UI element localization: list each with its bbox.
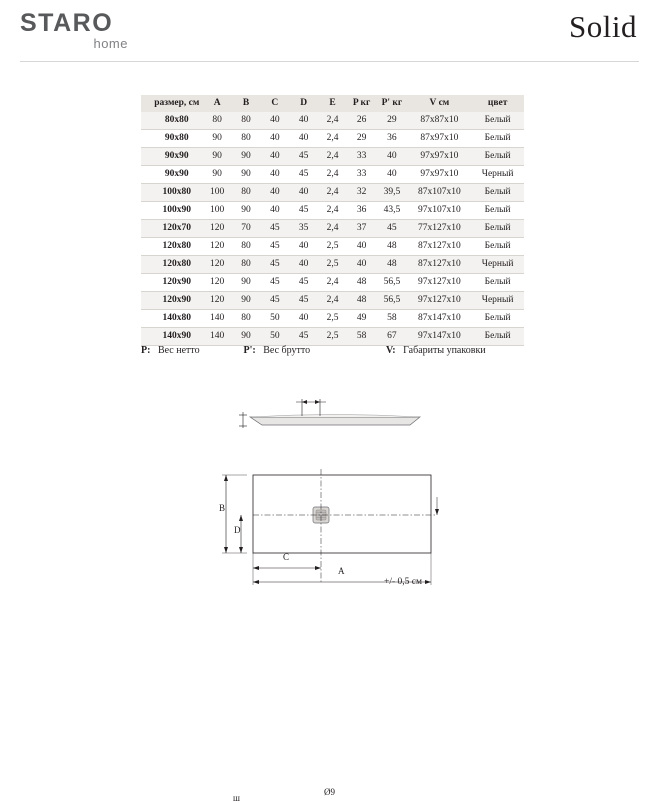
table-cell: 33 xyxy=(356,151,367,161)
page-title: Solid xyxy=(569,9,637,44)
table-cell: 40 xyxy=(270,187,280,197)
table-cell: 97x97x10 xyxy=(420,169,459,179)
table-cell: 39,5 xyxy=(383,187,401,197)
table-cell: 120 xyxy=(210,223,225,233)
table-cell: 26 xyxy=(356,115,367,125)
table-cell: 29 xyxy=(356,133,367,143)
table-cell: Черный xyxy=(481,259,514,269)
table-cell: 48 xyxy=(356,277,367,287)
table-cell: 2,5 xyxy=(326,259,339,269)
table-cell: 90x90 xyxy=(164,169,189,179)
label-c: C xyxy=(283,552,290,562)
table-cell: 2,4 xyxy=(326,277,339,287)
logo-subtext: home xyxy=(93,36,128,51)
table-cell: 100x80 xyxy=(162,187,192,197)
legend-key-v: V: xyxy=(386,345,396,356)
table-cell: 29 xyxy=(387,115,397,125)
table-cell: 80 xyxy=(241,133,251,143)
table-row xyxy=(141,328,524,346)
table-cell: 87x87x10 xyxy=(420,115,459,125)
col-header-p-gross: P' кг xyxy=(376,95,407,112)
table-cell: Белый xyxy=(484,187,511,197)
side-section-drawing xyxy=(0,385,659,455)
table-cell: Черный xyxy=(481,295,514,305)
table-cell: 45 xyxy=(270,241,280,251)
legend-key-pp: P': xyxy=(243,345,256,356)
table-cell: 80 xyxy=(241,241,251,251)
spec-table-head xyxy=(141,95,524,112)
table-cell: 45 xyxy=(298,331,309,341)
table-row xyxy=(141,202,524,220)
table-cell: 90 xyxy=(241,295,251,305)
table-cell: 2,4 xyxy=(326,205,339,215)
spec-table-container xyxy=(141,95,524,346)
table-cell: Белый xyxy=(484,223,511,233)
table-cell: 80 xyxy=(241,187,251,197)
table-cell: 120x90 xyxy=(162,277,192,287)
table-cell: 140x90 xyxy=(162,331,192,341)
tolerance-note: +/- 0,5 см xyxy=(384,577,423,587)
table-cell: 2,4 xyxy=(326,115,339,125)
table-cell: 80 xyxy=(241,259,251,269)
table-cell: 43,5 xyxy=(383,205,401,215)
table-cell: 40 xyxy=(270,169,280,179)
plan-view-drawing xyxy=(0,455,659,595)
table-cell: 40 xyxy=(387,169,397,179)
page-header xyxy=(0,0,659,62)
table-cell: 140 xyxy=(210,313,225,323)
table-cell: Белый xyxy=(484,115,511,125)
col-header-a: A xyxy=(203,95,232,112)
table-cell: 40 xyxy=(270,151,280,161)
table-cell: 87x147x10 xyxy=(418,313,461,323)
table-cell: 2,4 xyxy=(326,187,339,197)
legend-text-pp: Вес брутто xyxy=(263,345,311,356)
table-cell: 45 xyxy=(298,151,309,161)
legend-key-p: P: xyxy=(141,345,151,356)
table-cell: 36 xyxy=(356,205,367,215)
table-cell: 140 xyxy=(210,331,225,341)
table-cell: 56,5 xyxy=(383,295,401,305)
table-cell: 40 xyxy=(270,133,280,143)
table-row xyxy=(141,112,524,130)
table-cell: 2,4 xyxy=(326,133,339,143)
table-cell: 90 xyxy=(212,133,222,143)
table-cell: 80 xyxy=(241,115,251,125)
legend-text-p: Вес нетто xyxy=(157,345,200,356)
table-cell: 90 xyxy=(241,151,251,161)
table-cell: 58 xyxy=(356,331,367,341)
table-cell: 87x127x10 xyxy=(418,259,461,269)
table-cell: 45 xyxy=(298,277,309,287)
table-row xyxy=(141,292,524,310)
table-cell: 45 xyxy=(298,205,309,215)
table-cell: 120 xyxy=(210,295,225,305)
table-cell: 100 xyxy=(210,187,225,197)
table-cell: Белый xyxy=(484,331,511,341)
table-cell: 45 xyxy=(270,223,280,233)
table-cell: 120 xyxy=(210,277,225,287)
label-a: A xyxy=(338,566,345,576)
table-cell: 90 xyxy=(241,277,251,287)
table-cell: Белый xyxy=(484,241,511,251)
table-cell: Белый xyxy=(484,205,511,215)
table-cell: 90 xyxy=(212,151,222,161)
table-cell: 77x127x10 xyxy=(418,223,461,233)
label-thickness: ш xyxy=(233,793,240,803)
table-cell: 45 xyxy=(270,277,280,287)
table-cell: 97x107x10 xyxy=(418,205,461,215)
table-row xyxy=(141,256,524,274)
legend-text-v: Габариты упаковки xyxy=(403,345,486,356)
table-cell: 87x107x10 xyxy=(418,187,461,197)
spec-table-body xyxy=(141,112,524,346)
table-cell: 100 xyxy=(210,205,225,215)
label-d: D xyxy=(234,525,241,535)
table-row xyxy=(141,220,524,238)
col-header-color: цвет xyxy=(471,95,524,112)
table-cell: 58 xyxy=(387,313,397,323)
logo-wordmark: STARO xyxy=(20,9,114,37)
technical-drawings xyxy=(0,385,659,803)
table-row xyxy=(141,238,524,256)
table-cell: 80x80 xyxy=(164,115,189,125)
table-cell: 97x127x10 xyxy=(418,295,461,305)
table-cell: 40 xyxy=(356,241,367,251)
table-cell: Белый xyxy=(484,133,511,143)
table-cell: 2,5 xyxy=(326,331,339,341)
table-cell: Белый xyxy=(484,313,511,323)
legend-item-net-weight xyxy=(141,345,241,356)
table-row xyxy=(141,310,524,328)
table-cell: 35 xyxy=(298,223,309,233)
table-cell: 87x127x10 xyxy=(418,241,461,251)
table-row xyxy=(141,148,524,166)
table-cell: 56,5 xyxy=(383,277,401,287)
table-cell: 120x70 xyxy=(162,223,192,233)
table-cell: 97x97x10 xyxy=(420,151,459,161)
table-cell: 80 xyxy=(212,115,222,125)
table-cell: 120x80 xyxy=(162,259,192,269)
table-cell: 97x127x10 xyxy=(418,277,461,287)
table-cell: 2,4 xyxy=(326,151,339,161)
table-cell: 40 xyxy=(298,259,309,269)
table-cell: 90x90 xyxy=(164,151,189,161)
table-row xyxy=(141,184,524,202)
table-cell: 40 xyxy=(387,151,397,161)
table-cell: 120x90 xyxy=(162,295,192,305)
table-cell: 90 xyxy=(212,169,222,179)
table-cell: 49 xyxy=(356,313,367,323)
table-cell: 45 xyxy=(270,295,280,305)
table-cell: 40 xyxy=(298,241,309,251)
logo xyxy=(20,10,160,51)
table-cell: 2,4 xyxy=(326,295,339,305)
legend-item-package-dims xyxy=(386,345,486,356)
legend xyxy=(141,345,561,356)
table-cell: 48 xyxy=(356,295,367,305)
table-cell: 45 xyxy=(298,295,309,305)
table-cell: 120 xyxy=(210,259,225,269)
table-cell: 90x80 xyxy=(164,133,189,143)
table-cell: 40 xyxy=(298,115,309,125)
col-header-e: E xyxy=(318,95,347,112)
legend-item-gross-weight xyxy=(244,345,384,356)
table-cell: Черный xyxy=(481,169,514,179)
table-cell: 40 xyxy=(298,187,309,197)
spec-table xyxy=(141,95,524,346)
table-row xyxy=(141,274,524,292)
table-cell: 2,5 xyxy=(326,313,339,323)
table-header-row xyxy=(141,95,524,112)
table-cell: 50 xyxy=(270,313,280,323)
table-cell: 80 xyxy=(241,313,251,323)
table-cell: 90 xyxy=(241,169,251,179)
table-cell: 37 xyxy=(356,223,367,233)
table-cell: 120 xyxy=(210,241,225,251)
table-cell: 36 xyxy=(387,133,397,143)
table-cell: 97x147x10 xyxy=(418,331,461,341)
table-cell: 120x80 xyxy=(162,241,192,251)
table-cell: 48 xyxy=(387,241,397,251)
table-cell: 100x90 xyxy=(162,205,192,215)
table-cell: 40 xyxy=(270,205,280,215)
table-cell: 33 xyxy=(356,169,367,179)
table-cell: 90 xyxy=(241,331,251,341)
table-row xyxy=(141,130,524,148)
table-cell: 40 xyxy=(298,133,309,143)
table-cell: 45 xyxy=(387,223,397,233)
table-cell: Белый xyxy=(484,277,511,287)
table-cell: 50 xyxy=(270,331,280,341)
table-cell: 48 xyxy=(387,259,397,269)
table-cell: 90 xyxy=(241,205,251,215)
table-row xyxy=(141,166,524,184)
table-cell: Белый xyxy=(484,151,511,161)
table-cell: 2,4 xyxy=(326,169,339,179)
table-cell: 32 xyxy=(356,187,367,197)
table-cell: 70 xyxy=(241,223,251,233)
col-header-b: B xyxy=(232,95,261,112)
table-cell: 67 xyxy=(387,331,397,341)
table-cell: 45 xyxy=(298,169,309,179)
table-cell: 140x80 xyxy=(162,313,192,323)
label-hole-diameter: Ø9 xyxy=(324,787,335,797)
label-b: B xyxy=(219,503,226,513)
col-header-c: C xyxy=(260,95,289,112)
col-header-d: D xyxy=(289,95,318,112)
table-cell: 45 xyxy=(270,259,280,269)
table-cell: 87x97x10 xyxy=(420,133,459,143)
table-cell: 40 xyxy=(298,313,309,323)
header-divider xyxy=(20,61,639,62)
table-cell: 2,5 xyxy=(326,241,339,251)
table-cell: 2,4 xyxy=(326,223,339,233)
col-header-size: размер, см xyxy=(141,95,203,112)
table-cell: 40 xyxy=(270,115,280,125)
col-header-p: P кг xyxy=(347,95,376,112)
table-cell: 40 xyxy=(356,259,367,269)
col-header-v: V см xyxy=(408,95,472,112)
